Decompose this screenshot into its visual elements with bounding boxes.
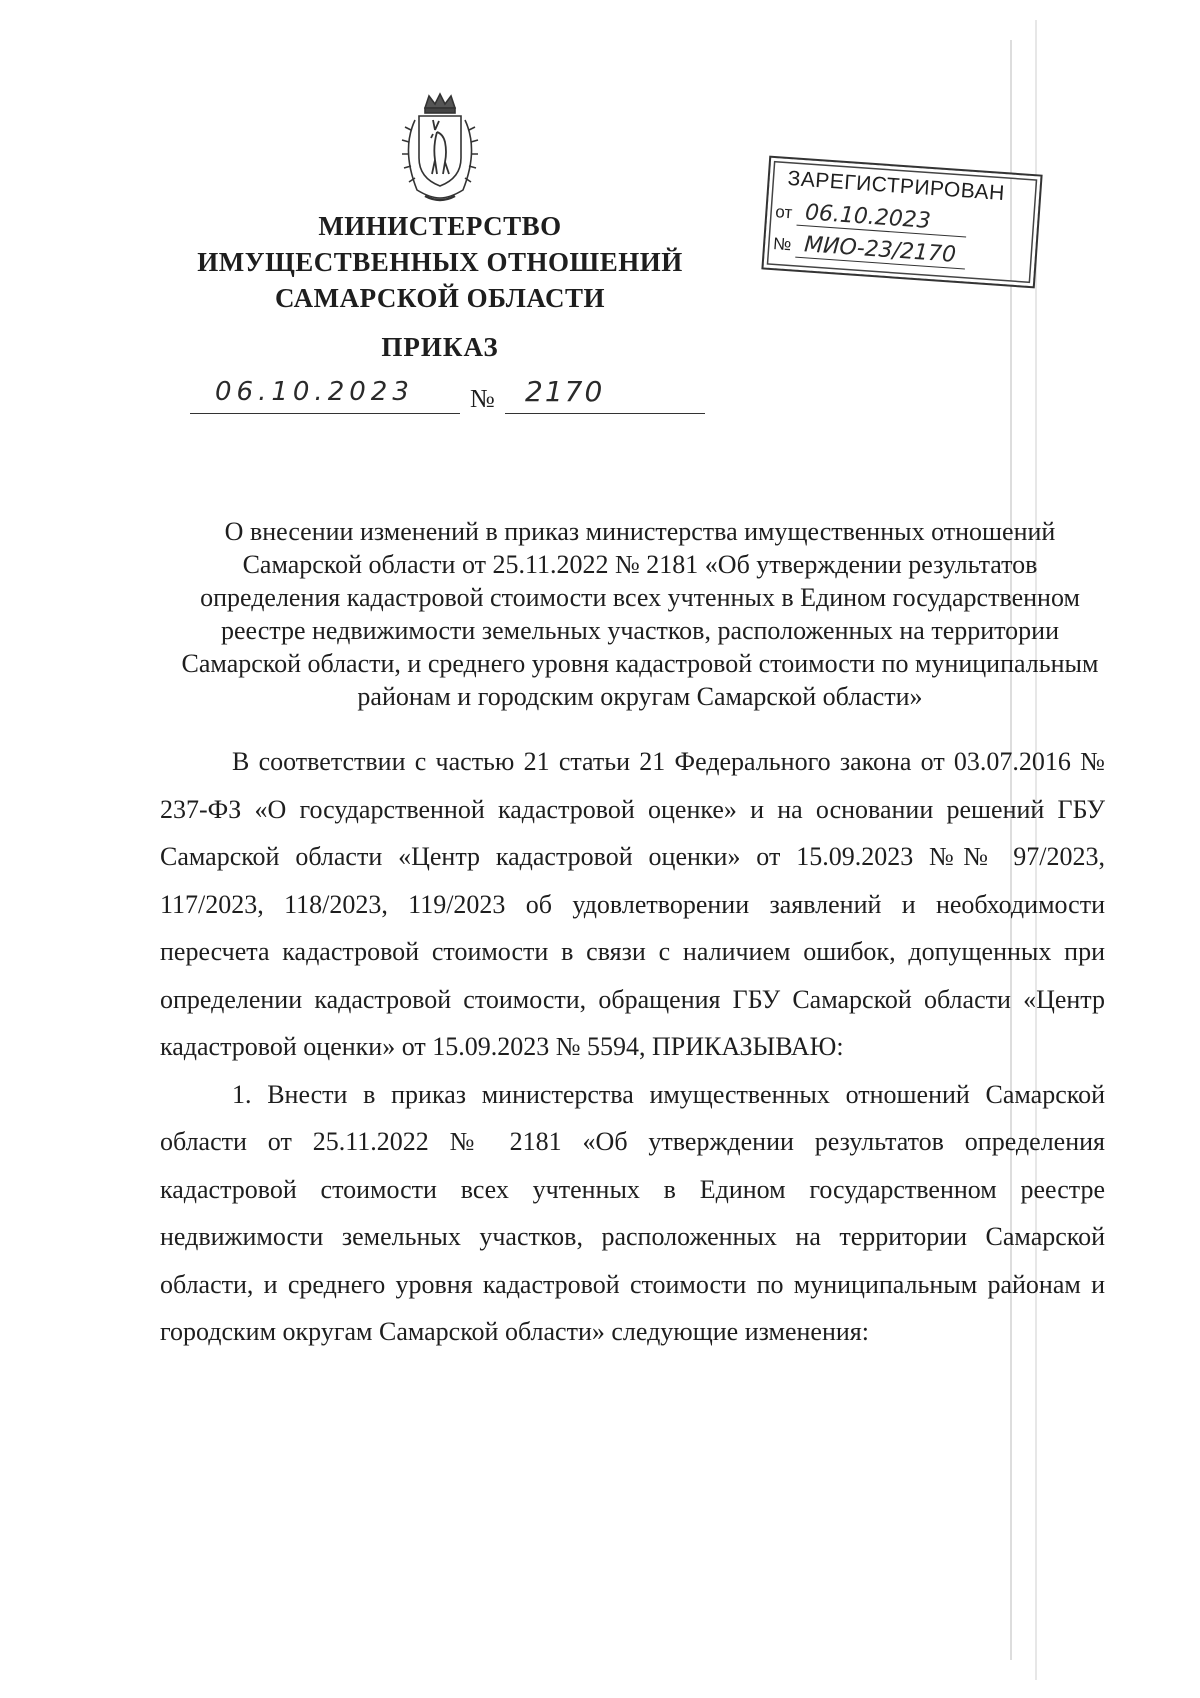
stamp-date: 06.10.2023: [804, 200, 932, 234]
order-number-line: [505, 375, 705, 414]
stamp-number-row: [772, 230, 966, 269]
org-name-line-2: ИМУЩЕСТВЕННЫХ ОТНОШЕНИЙ: [197, 247, 683, 277]
stamp-number: МИО-23/2170: [803, 232, 957, 268]
preamble-paragraph: В соответствии с частью 21 статьи 21 Федерального закона от 03.07.2016 № 237-ФЗ «О государственной кадастровой оценке» и на основании решений ГБУ Самарской области «Центр кадастровой оценки» от 15.09.2023 №№ 97/2023, 117/2023, 118/2023, 119/2023 об удовлетворении заявлений и необходимости пересчета кадастровой стоимости в связи с наличием ошибок, допущенных при определении кадастровой стоимости, обращения ГБУ Самарской области «Центр кадастровой оценки» от 15.09.2023 № 5594, ПРИКАЗЫВАЮ:: [160, 747, 1105, 1061]
stamp-number-prefix: №: [772, 234, 793, 255]
coat-of-arms-emblem: [385, 90, 495, 210]
item-1-paragraph: 1. Внести в приказ министерства имущественных отношений Самарской области от 25.11.2022 № 2181 «Об утверждении результатов определения кадастровой стоимости всех учтенных в Едином государственном реестре недвижимости земельных участков, расположенных на территории Самарской области, и среднего уровня кадастровой стоимости по муниципальным районам и городским округам Самарской области» следующие изменения:: [160, 1079, 1105, 1346]
stamp-date-prefix: от: [774, 202, 793, 223]
order-date-line: [190, 375, 460, 414]
registration-stamp: [761, 156, 1042, 289]
document-subject: О внесении изменений в приказ министерства имущественных отношений Самарской области от 25.11.2022 № 2181 «Об утверждении результатов определения кадастровой стоимости всех учтенных в Едином государственном реестре недвижимости земельных участков, расположенных на территории Самарской области, и среднего уровня кадастровой стоимости по муниципальным районам и городским округам Самарской области»: [181, 517, 1099, 711]
order-number: 2170: [525, 375, 605, 408]
number-sign: №: [470, 384, 495, 413]
document-type-title: ПРИКАЗ: [381, 332, 499, 362]
organization-header: [160, 208, 720, 316]
org-name-line-3: САМАРСКОЙ ОБЛАСТИ: [274, 283, 606, 313]
body-section: [160, 738, 1105, 1356]
org-name-line-1: МИНИСТЕРСТВО: [318, 211, 562, 241]
order-date: 06.10.2023: [215, 377, 414, 407]
stamp-title: ЗАРЕГИСТРИРОВАН: [786, 166, 1006, 206]
